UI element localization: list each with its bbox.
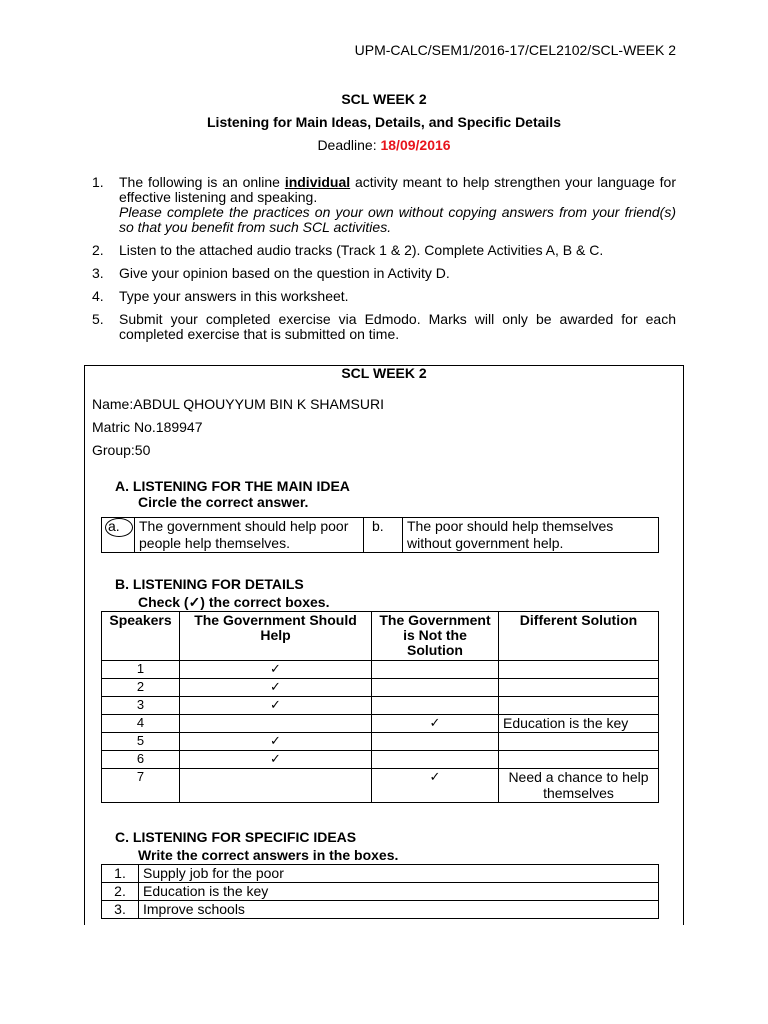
column-header: Speakers [102,612,180,661]
table-row [102,661,659,679]
table-row [102,901,659,919]
matric-number: Matric No.189947 [92,419,203,435]
speaker-number: 1 [102,661,180,679]
instruction-number: 4. [92,288,104,304]
column-header: The Government is Not the Solution [372,612,499,661]
instruction-text: Submit your completed exercise via Edmodo. Marks will only be awarded for each completed exercise that is submitted on time. [119,311,676,342]
answer-cell[interactable]: Education is the key [139,883,659,901]
table-row [102,679,659,697]
instruction-text: Listen to the attached audio tracks (Track 1 & 2). Complete Activities A, B & C. [119,242,604,258]
deadline-label: Deadline: [317,137,381,153]
speaker-number: 2 [102,679,180,697]
check-cell[interactable] [180,769,372,803]
solution-cell[interactable] [499,733,659,751]
instruction-text: Type your answers in this worksheet. [119,288,349,304]
check-cell[interactable] [372,697,499,715]
main-idea-table [101,517,659,553]
table-row [102,697,659,715]
instruction-item [92,289,676,304]
check-cell[interactable] [372,661,499,679]
group-number: Group:50 [92,442,151,458]
table-row [102,883,659,901]
column-header: Different Solution [499,612,659,661]
document-reference: UPM-CALC/SEM1/2016-17/CEL2102/SCL-WEEK 2 [354,42,676,58]
solution-cell[interactable] [499,697,659,715]
instruction-item [92,175,676,235]
check-cell[interactable]: ✓ [180,679,372,697]
speaker-number: 7 [102,769,180,803]
deadline-value: 18/09/2016 [380,137,451,153]
option-a-text: The government should help poor people help themselves. [135,518,364,553]
section-c-heading: C. LISTENING FOR SPECIFIC IDEAS [115,829,357,845]
check-cell[interactable]: ✓ [180,661,372,679]
table-row [102,865,659,883]
speaker-number: 4 [102,715,180,733]
solution-cell[interactable] [499,751,659,769]
option-letter: a. [108,518,120,534]
page-title: SCL WEEK 2 [341,91,427,107]
speaker-number: 5 [102,733,180,751]
table-row [102,751,659,769]
specific-ideas-table [101,864,659,919]
option-b-letter[interactable]: b. [364,518,403,553]
answer-cell[interactable]: Improve schools [139,901,659,919]
worksheet-title: SCL WEEK 2 [341,365,427,381]
instruction-number: 5. [92,311,104,327]
check-cell[interactable] [372,733,499,751]
instruction-emphasis: individual [284,174,351,190]
option-a-letter[interactable] [102,518,135,553]
check-cell[interactable]: ✓ [180,697,372,715]
details-table [101,611,659,803]
option-b-text: The poor should help themselves without government help. [403,518,659,553]
instruction-number: 2. [92,242,104,258]
row-number: 2. [102,883,139,901]
student-name: Name:ABDUL QHOUYYUM BIN K SHAMSURI [92,396,384,412]
check-cell[interactable] [180,715,372,733]
instruction-item [92,266,676,281]
check-cell[interactable]: ✓ [372,769,499,803]
instruction-note: Please complete the practices on your own without copying answers from your friend(s) so that you benefit from such SCL activities. [119,204,676,235]
answer-circle [105,518,133,537]
speaker-number: 6 [102,751,180,769]
check-cell[interactable]: ✓ [372,715,499,733]
section-a-instruction: Circle the correct answer. [138,494,309,510]
instruction-item [92,312,676,342]
deadline [0,137,768,153]
table-row [102,715,659,733]
solution-cell[interactable]: Education is the key [499,715,659,733]
instruction-number: 3. [92,265,104,281]
section-a-heading: A. LISTENING FOR THE MAIN IDEA [115,478,350,494]
page-subtitle: Listening for Main Ideas, Details, and Specific Details [207,114,561,130]
instruction-number: 1. [92,174,104,190]
table-row [102,769,659,803]
solution-cell[interactable] [499,661,659,679]
answer-cell[interactable]: Supply job for the poor [139,865,659,883]
table-row [102,733,659,751]
solution-cell[interactable] [499,679,659,697]
section-c-instruction: Write the correct answers in the boxes. [138,847,399,863]
check-cell[interactable] [372,679,499,697]
column-header: The Government Should Help [180,612,372,661]
check-cell[interactable]: ✓ [180,733,372,751]
instruction-text: activity meant to help strengthen your language for effective listening and speaking. [119,174,676,205]
instruction-text: The following is an online [119,174,285,190]
instruction-item [92,243,676,258]
row-number: 1. [102,865,139,883]
speaker-number: 3 [102,697,180,715]
check-cell[interactable] [372,751,499,769]
row-number: 3. [102,901,139,919]
instruction-text: Give your opinion based on the question in Activity D. [119,265,450,281]
section-b-instruction: Check (✓) the correct boxes. [138,594,330,610]
section-b-heading: B. LISTENING FOR DETAILS [115,576,304,592]
solution-cell[interactable]: Need a chance to help themselves [499,769,659,803]
check-cell[interactable]: ✓ [180,751,372,769]
